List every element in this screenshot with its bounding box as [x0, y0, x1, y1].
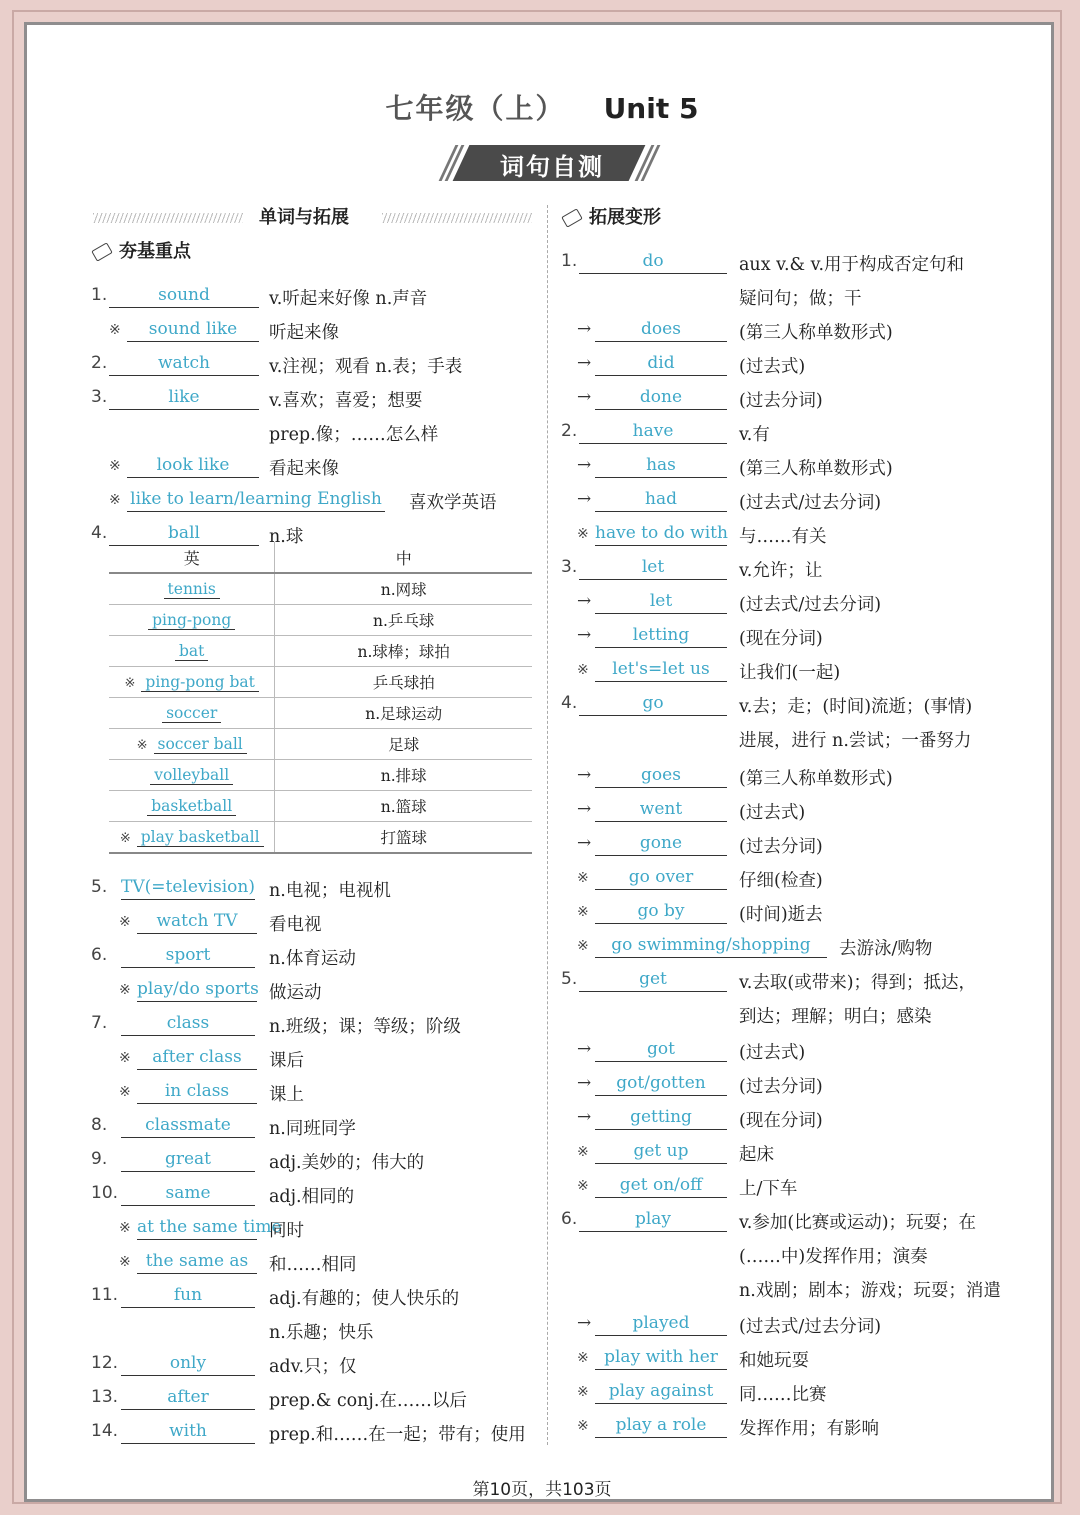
definition: (过去分词) [739, 1077, 823, 1097]
table-cell-chinese: 足球 [275, 729, 532, 760]
definition: v.听起来好像 n.声音 [269, 289, 428, 309]
definition: (过去式) [739, 1043, 806, 1063]
definition: (过去式) [739, 357, 806, 377]
arrow-icon: → [577, 353, 592, 373]
table-cell-chinese: n.篮球 [275, 791, 532, 822]
table-answer: soccer [162, 704, 221, 723]
definition: v.有 [739, 425, 770, 445]
vocab-row [27, 1039, 1057, 1069]
vocab-row [27, 1313, 1057, 1343]
vocab-row [27, 285, 1057, 315]
answer-blank: great [121, 1147, 255, 1172]
table-cell-chinese: 打篮球 [275, 822, 532, 854]
answer-blank: watch TV [137, 909, 257, 934]
answer-blank: got [595, 1037, 727, 1062]
item-number: 8. [91, 1115, 108, 1135]
hatch-left [93, 213, 243, 223]
item-number: 3. [91, 387, 108, 407]
vocab-row [27, 557, 1057, 587]
table-header-english: 英 [109, 542, 275, 573]
definition: (过去分词) [739, 837, 823, 857]
answer-blank: go [579, 691, 727, 716]
answer-blank: like to learn/learning English [127, 487, 385, 512]
arrow-icon: → [577, 455, 592, 475]
vocab-row [27, 1277, 1057, 1307]
reference-mark: ※ [109, 458, 121, 474]
table-answer: ping-pong [148, 611, 235, 630]
vocab-row [27, 765, 1057, 795]
answer-blank: gone [595, 831, 727, 856]
section-banner [447, 145, 647, 187]
grade-label: 七年级（上） [385, 92, 566, 125]
reference-mark: ※ [119, 1084, 131, 1100]
definition: 上/下车 [739, 1179, 798, 1199]
reference-mark: ※ [577, 662, 589, 678]
definition: aux v.& v.用于构成否定句和 [739, 255, 965, 275]
definition: 去游泳/购物 [839, 939, 933, 959]
vocab-row [27, 489, 1057, 519]
reference-mark: ※ [119, 1220, 131, 1236]
reference-mark: ※ [577, 1144, 589, 1160]
answer-blank: went [595, 797, 727, 822]
definition: prep.像；……怎么样 [269, 425, 439, 445]
answer-blank: has [595, 453, 727, 478]
definition: 看起来像 [269, 459, 339, 479]
answer-blank: same [121, 1181, 255, 1206]
vocab-row [27, 969, 1057, 999]
definition: (过去分词) [739, 391, 823, 411]
vocab-row [27, 523, 1057, 553]
definition: prep.和……在一起；带有；使用 [269, 1425, 526, 1445]
answer-blank: like [109, 385, 259, 410]
definition: adj.美妙的；伟大的 [269, 1153, 425, 1173]
table-cell-chinese: n.球棒；球拍 [275, 636, 532, 667]
reference-mark: ※ [119, 1050, 131, 1066]
reference-mark: ※ [577, 870, 589, 886]
item-number: 7. [91, 1013, 108, 1033]
definition: n.电视；电视机 [269, 881, 391, 901]
subheading-key-points: 夯基重点 [93, 237, 191, 263]
item-number: 10. [91, 1183, 119, 1203]
vocab-row [27, 353, 1057, 383]
answer-blank: have [579, 419, 727, 444]
answer-blank: in class [137, 1079, 257, 1104]
answer-blank: go swimming/shopping [595, 933, 827, 958]
vocab-row [27, 833, 1057, 863]
answer-blank: only [121, 1351, 255, 1376]
answer-blank: letting [595, 623, 727, 648]
vocab-row [27, 251, 1057, 281]
answer-blank: have to do with [595, 521, 727, 546]
document-page [24, 22, 1054, 1502]
item-number: 5. [91, 877, 108, 897]
answer-blank: sound like [127, 317, 259, 342]
reference-mark: ※ [577, 1384, 589, 1400]
definition: 同……比赛 [739, 1385, 827, 1405]
table-cell-chinese: n.足球运动 [275, 698, 532, 729]
answer-blank: watch [109, 351, 259, 376]
arrow-icon: → [577, 319, 592, 339]
vocab-row [27, 421, 1057, 451]
arrow-icon: → [577, 387, 592, 407]
definition: n.班级；课；等级；阶级 [269, 1017, 461, 1037]
answer-blank: look like [127, 453, 259, 478]
item-number: 5. [561, 969, 578, 989]
vocab-row [27, 659, 1057, 689]
reference-mark: ※ [119, 914, 131, 930]
vocab-row [27, 1107, 1057, 1137]
definition: 和……相同 [269, 1255, 357, 1275]
answer-blank: classmate [121, 1113, 255, 1138]
table-cell-chinese: 乒乓球拍 [275, 667, 532, 698]
arrow-icon: → [577, 489, 592, 509]
answer-blank: play a role [595, 1413, 727, 1438]
definition: 仔细(检查) [739, 871, 823, 891]
item-number: 6. [91, 945, 108, 965]
definition: n.体育运动 [269, 949, 356, 969]
vocab-row [27, 1073, 1057, 1103]
table-answer: basketball [147, 797, 236, 816]
vocab-row [27, 591, 1057, 621]
item-number: 13. [91, 1387, 119, 1407]
definition: (过去式/过去分词) [739, 1317, 882, 1337]
table-answer: volleyball [150, 766, 233, 785]
definition: (过去式) [739, 803, 806, 823]
answer-blank: goes [595, 763, 727, 788]
answer-blank: play/do sports [137, 977, 257, 1002]
answer-blank: get up [595, 1139, 727, 1164]
definition: 看电视 [269, 915, 322, 935]
answer-blank: got/gotten [595, 1071, 727, 1096]
reference-mark: ※ [109, 492, 121, 508]
definition: 听起来像 [269, 323, 339, 343]
answer-blank: played [595, 1311, 727, 1336]
reference-mark: ※ [109, 322, 121, 338]
item-number: 1. [561, 251, 578, 271]
reference-mark: ※ [577, 938, 589, 954]
definition: v.参加(比赛或运动)；玩耍；在 [739, 1213, 977, 1233]
definition: adj.有趣的；使人快乐的 [269, 1289, 460, 1309]
definition: n.球 [269, 527, 304, 547]
vocab-row [27, 799, 1057, 829]
arrow-icon: → [577, 625, 592, 645]
item-number: 12. [91, 1353, 119, 1373]
definition: v.喜欢；喜爱；想要 [269, 391, 423, 411]
table-cell-chinese: n.网球 [275, 573, 532, 605]
arrow-icon: → [577, 1107, 592, 1127]
answer-blank: had [595, 487, 727, 512]
definition: 进展，进行 n.尝试；一番努力 [739, 731, 972, 751]
table-cell-chinese: n.乒乓球 [275, 605, 532, 636]
answer-blank: with [121, 1419, 255, 1444]
arrow-icon: → [577, 765, 592, 785]
hatch-right [382, 213, 532, 223]
item-number: 14. [91, 1421, 119, 1441]
answer-blank: getting [595, 1105, 727, 1130]
definition: 和她玩耍 [739, 1351, 809, 1371]
definition: prep.& conj.在……以后 [269, 1391, 467, 1411]
vocab-row [27, 1347, 1057, 1377]
definition: 同时 [269, 1221, 304, 1241]
item-number: 11. [91, 1285, 119, 1305]
vocab-row [27, 727, 1057, 757]
definition: n.乐趣；快乐 [269, 1323, 374, 1343]
answer-blank: let's=let us [595, 657, 727, 682]
unit-label: Unit 5 [603, 92, 699, 125]
vocab-row [27, 1381, 1057, 1411]
vocab-row [27, 1141, 1057, 1171]
definition: 发挥作用；有影响 [739, 1419, 879, 1439]
definition: (过去式/过去分词) [739, 595, 882, 615]
item-number: 1. [91, 285, 108, 305]
reference-mark: ※ [119, 982, 131, 998]
answer-blank: go by [595, 899, 727, 924]
table-answer: tennis [164, 580, 220, 599]
answer-blank: play with her [595, 1345, 727, 1370]
banner-text: 词句自测 [500, 153, 604, 181]
table-answer: soccer ball [154, 735, 247, 754]
answer-blank: play [579, 1207, 727, 1232]
answer-blank: do [579, 249, 727, 274]
reference-mark: ※ [577, 1418, 589, 1434]
definition: 让我们(一起) [739, 663, 841, 683]
arrow-icon: → [577, 799, 592, 819]
reference-mark: ※ [577, 526, 589, 542]
answer-blank: ball [109, 521, 259, 546]
definition: (第三人称单数形式) [739, 459, 893, 479]
pencil-icon [561, 208, 583, 227]
definition: n.同班同学 [269, 1119, 356, 1139]
table-cell-chinese: n.排球 [275, 760, 532, 791]
reference-mark: ※ [136, 738, 148, 753]
section-heading-words: 单词与拓展 [259, 207, 349, 228]
definition: 课上 [269, 1085, 304, 1105]
item-number: 4. [561, 693, 578, 713]
answer-blank: did [595, 351, 727, 376]
definition: n.戏剧；剧本；游戏；玩耍；消遣 [739, 1281, 1001, 1301]
vocab-row [27, 1209, 1057, 1239]
item-number: 6. [561, 1209, 578, 1229]
vocab-row [27, 1175, 1057, 1205]
definition: (第三人称单数形式) [739, 323, 893, 343]
item-number: 9. [91, 1149, 108, 1169]
answer-blank: let [595, 589, 727, 614]
definition: 疑问句；做；干 [739, 289, 862, 309]
definition: (现在分词) [739, 1111, 823, 1131]
section-heading-forms: 拓展变形 [563, 203, 661, 229]
definition: (过去式/过去分词) [739, 493, 882, 513]
item-number: 2. [561, 421, 578, 441]
definition: (时间)逝去 [739, 905, 823, 925]
answer-blank: fun [121, 1283, 255, 1308]
vocab-row [27, 319, 1057, 349]
table-answer: bat [175, 642, 208, 661]
vocab-row [27, 1003, 1057, 1033]
reference-mark: ※ [577, 1178, 589, 1194]
definition: adj.相同的 [269, 1187, 355, 1207]
reference-mark: ※ [119, 831, 131, 846]
answer-blank: get on/off [595, 1173, 727, 1198]
answer-blank: go over [595, 865, 727, 890]
answer-blank: let [579, 555, 727, 580]
answer-blank: TV(=television) [121, 875, 255, 900]
answer-blank: class [121, 1011, 255, 1036]
page-footer: 第10页，共103页 [472, 1480, 612, 1500]
vocab-row [27, 625, 1057, 655]
answer-blank: at the same time [137, 1215, 257, 1240]
answer-blank: after [121, 1385, 255, 1410]
answer-blank: sound [109, 283, 259, 308]
item-number: 4. [91, 523, 108, 543]
arrow-icon: → [577, 1073, 592, 1093]
vocab-row [27, 1415, 1057, 1445]
answer-blank: play against [595, 1379, 727, 1404]
vocab-row [27, 387, 1057, 417]
answer-blank: after class [137, 1045, 257, 1070]
table-header-chinese: 中 [275, 542, 532, 573]
definition: 到达；理解；明白；感染 [739, 1007, 932, 1027]
arrow-icon: → [577, 833, 592, 853]
definition: v.去取(或带来)；得到；抵达， [739, 973, 977, 993]
reference-mark: ※ [577, 1350, 589, 1366]
definition: 起床 [739, 1145, 774, 1165]
vocab-row [27, 901, 1057, 931]
vocab-row [27, 455, 1057, 485]
table-answer: ping-pong bat [141, 673, 259, 692]
answer-blank: the same as [137, 1249, 257, 1274]
reference-mark: ※ [119, 1254, 131, 1270]
definition: v.去；走；(时间)流逝；(事情) [739, 697, 973, 717]
arrow-icon: → [577, 1039, 592, 1059]
answer-blank: does [595, 317, 727, 342]
vocab-row [27, 1243, 1057, 1273]
definition: 课后 [269, 1051, 304, 1071]
vocab-row [27, 867, 1057, 897]
definition: adv.只；仅 [269, 1357, 357, 1377]
definition: (现在分词) [739, 629, 823, 649]
page-title [27, 87, 1057, 127]
vocab-row [27, 693, 1057, 723]
definition: 喜欢学英语 [409, 493, 497, 513]
reference-mark: ※ [577, 904, 589, 920]
arrow-icon: → [577, 1313, 592, 1333]
arrow-icon: → [577, 591, 592, 611]
definition: (……中)发挥作用；演奏 [739, 1247, 928, 1267]
reference-mark: ※ [124, 676, 136, 691]
table-answer: play basketball [137, 828, 264, 847]
answer-blank: get [579, 967, 727, 992]
definition: v.注视；观看 n.表；手表 [269, 357, 463, 377]
item-number: 2. [91, 353, 108, 373]
definition: 与……有关 [739, 527, 827, 547]
vocab-row [27, 935, 1057, 965]
answer-blank: done [595, 385, 727, 410]
definition: (第三人称单数形式) [739, 769, 893, 789]
item-number: 3. [561, 557, 578, 577]
definition: v.允许；让 [739, 561, 823, 581]
answer-blank: sport [121, 943, 255, 968]
definition: 做运动 [269, 983, 322, 1003]
